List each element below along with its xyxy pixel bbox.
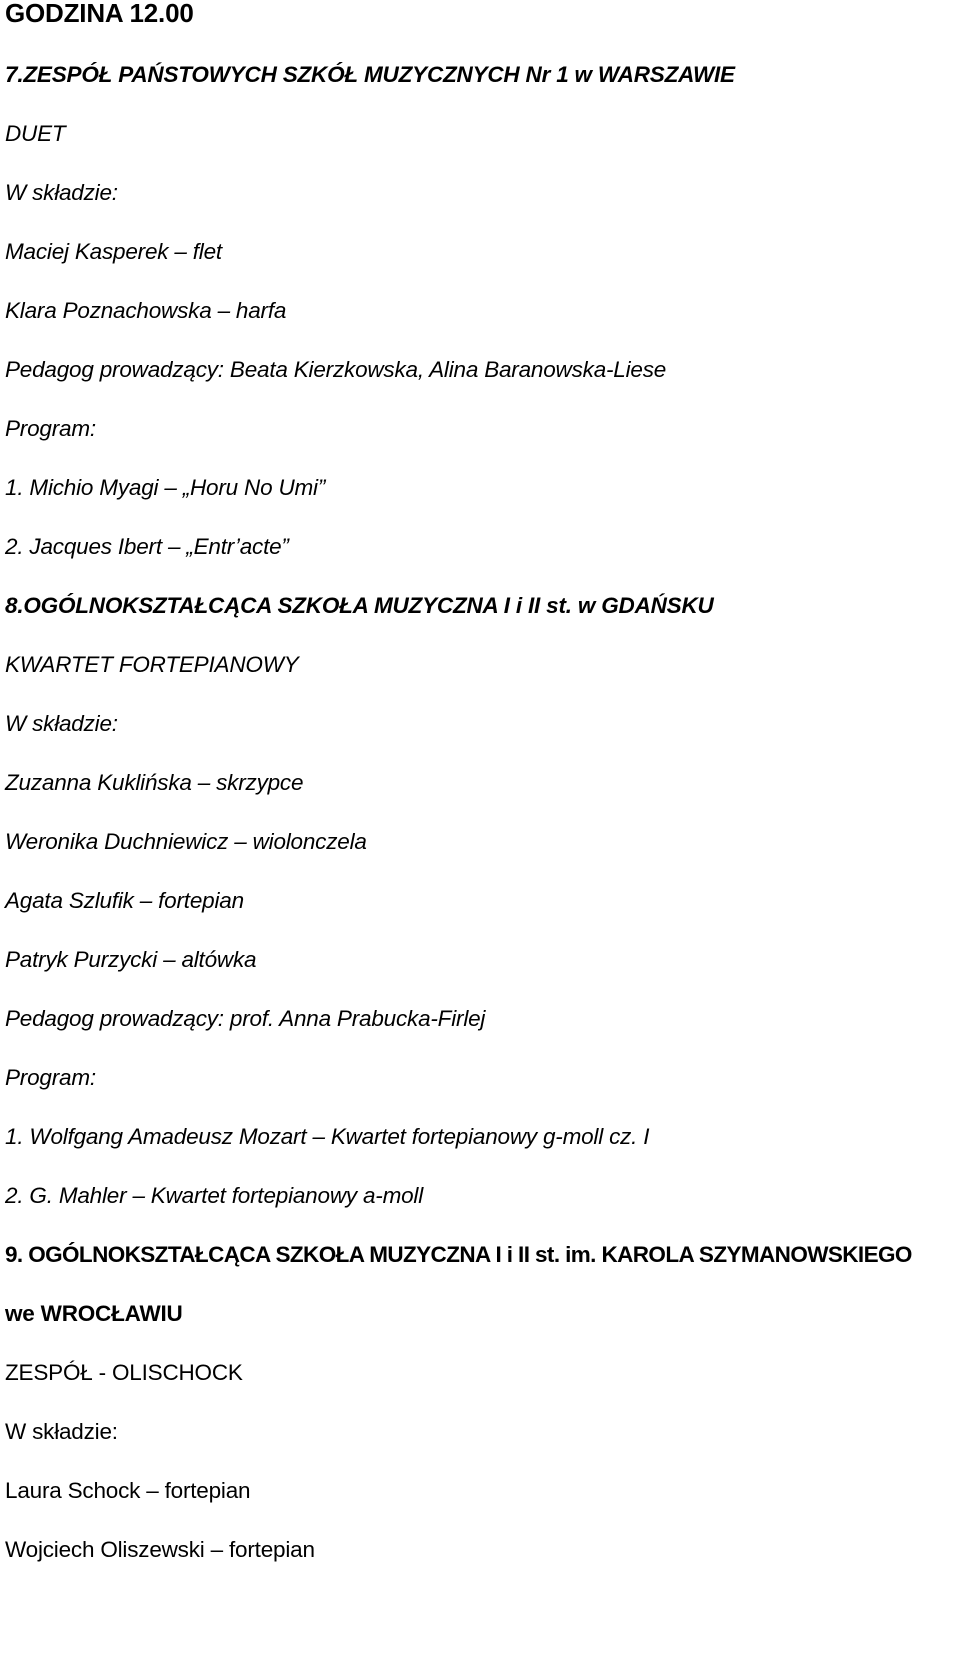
section-8-member: Patryk Purzycki – altówka <box>5 947 257 972</box>
section-7-title: 7.ZESPÓŁ PAŃSTOWYCH SZKÓŁ MUZYCZNYCH Nr 1 w WARSZAWIE <box>5 62 735 87</box>
section-8-program-label: Program: <box>5 1065 96 1090</box>
section-9-member: Wojciech Oliszewski – fortepian <box>5 1537 315 1562</box>
section-7-members-label: W składzie: <box>5 180 118 205</box>
section-8-title: 8.OGÓLNOKSZTAŁCĄCA SZKOŁA MUZYCZNA I i II st. w GDAŃSKU <box>5 593 714 618</box>
section-7-member: Klara Poznachowska – harfa <box>5 298 287 323</box>
section-8-member: Agata Szlufik – fortepian <box>5 888 244 913</box>
section-8-member: Weronika Duchniewicz – wiolonczela <box>5 829 367 854</box>
section-8-member: Zuzanna Kuklińska – skrzypce <box>5 770 304 795</box>
section-9-member: Laura Schock – fortepian <box>5 1478 251 1503</box>
section-9-title: 9. OGÓLNOKSZTAŁCĄCA SZKOŁA MUZYCZNA I i II st. im. KAROLA SZYMANOWSKIEGO <box>5 1242 912 1267</box>
section-9-ensemble: ZESPÓŁ - OLISCHOCK <box>5 1360 243 1385</box>
section-7-ensemble: DUET <box>5 121 66 146</box>
section-8-teacher: Pedagog prowadzący: prof. Anna Prabucka-Firlej <box>5 1006 486 1031</box>
section-9-members-label: W składzie: <box>5 1419 118 1444</box>
section-7-program-label: Program: <box>5 416 96 441</box>
section-7-program-item: 1. Michio Myagi – „Horu No Umi” <box>5 475 326 500</box>
section-7-program-item: 2. Jacques Ibert – „Entr’acte” <box>5 534 289 559</box>
section-9-title-continued: we WROCŁAWIU <box>5 1301 183 1326</box>
section-8-members-label: W składzie: <box>5 711 118 736</box>
section-7-teacher: Pedagog prowadzący: Beata Kierzkowska, Alina Baranowska-Liese <box>5 357 667 382</box>
section-8-program-item: 1. Wolfgang Amadeusz Mozart – Kwartet fortepianowy g-moll cz. I <box>5 1124 650 1149</box>
section-7-member: Maciej Kasperek – flet <box>5 239 222 264</box>
section-8-program-item: 2. G. Mahler – Kwartet fortepianowy a-moll <box>5 1183 424 1208</box>
page-header: GODZINA 12.00 <box>5 0 194 28</box>
section-8-ensemble: KWARTET FORTEPIANOWY <box>5 652 299 677</box>
